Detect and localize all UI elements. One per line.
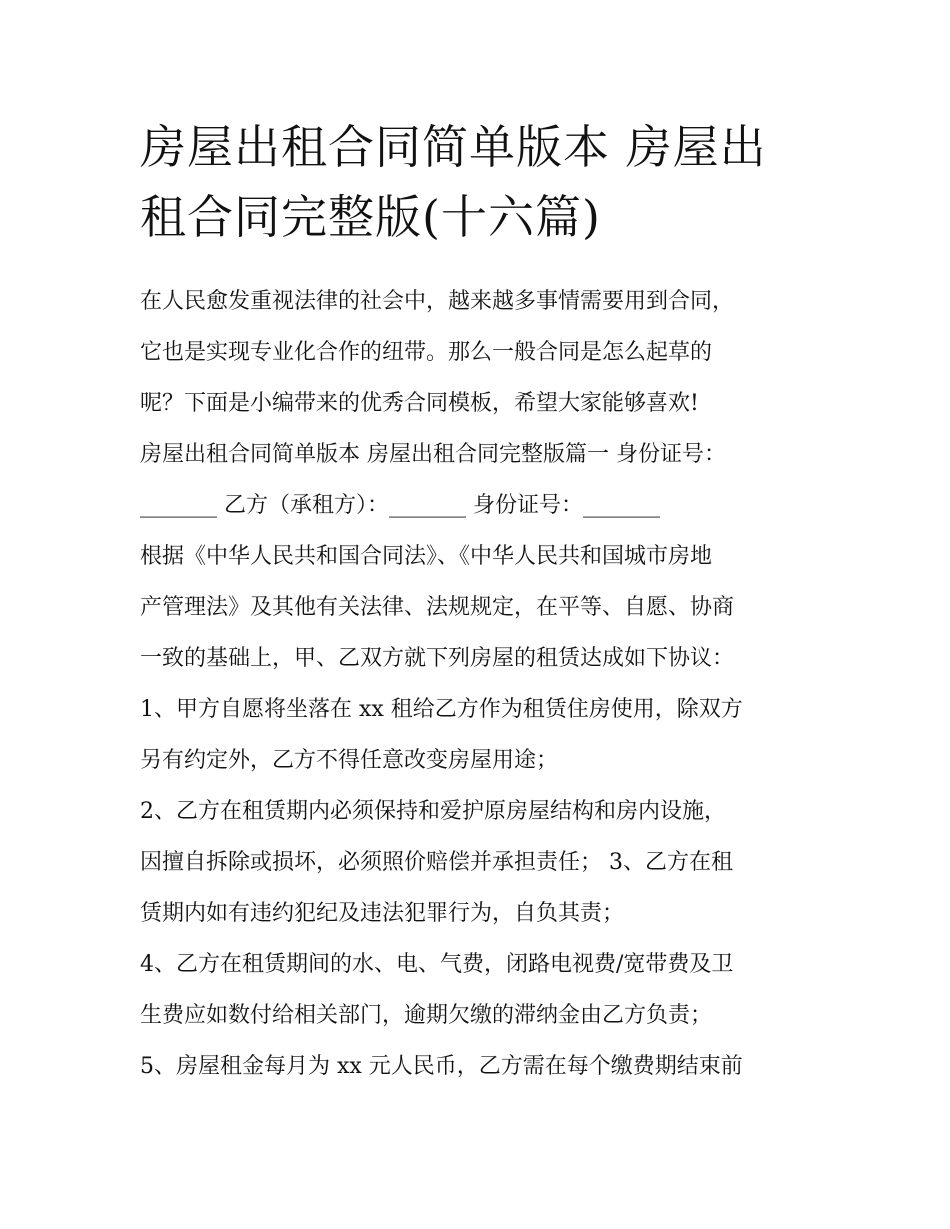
- body-line: 赁期内如有违约犯纪及违法犯罪行为，自负其责；: [140, 901, 625, 926]
- body-line: 房屋出租合同简单版本 房屋出租合同完整版篇一 身份证号：: [140, 442, 726, 467]
- body-line: 2、乙方在租赁期内必须保持和爱护原房屋结构和房内设施，: [140, 799, 726, 824]
- body-line: 5、房屋租金每月为 xx 元人民币，乙方需在每个缴费期结束前: [140, 1054, 743, 1079]
- body-line: 因擅自拆除或损坏，必须照价赔偿并承担责任； 3、乙方在租: [140, 850, 733, 875]
- body-line: 另有约定外，乙方不得任意改变房屋用途；: [140, 748, 559, 773]
- body-line: 4、乙方在租赁期间的水、电、气费，闭路电视费/宽带费及卫: [140, 952, 734, 977]
- body-line: 生费应如数付给相关部门，逾期欠缴的滞纳金由乙方负责；: [140, 1003, 713, 1028]
- title-line: 租合同完整版(十六篇): [140, 190, 601, 244]
- title-line: 房屋出租合同简单版本 房屋出: [140, 120, 767, 174]
- body-line: 呢？下面是小编带来的优秀合同模板，希望大家能够喜欢!: [140, 391, 699, 416]
- body-line: 在人民愈发重视法律的社会中，越来越多事情需要用到合同，: [140, 289, 735, 314]
- body-line: 1、甲方自愿将坐落在 xx 租给乙方作为租赁住房使用，除双方: [140, 697, 743, 722]
- body-line: _______ 乙方（承租方）：_______ 身份证号：_______: [140, 493, 660, 518]
- body-line: 产管理法》及其他有关法律、法规规定，在平等、自愿、协商: [140, 595, 735, 620]
- body-line: 一致的基础上，甲、乙双方就下列房屋的租赁达成如下协议：: [140, 646, 735, 671]
- body-line: 根据《中华人民共和国合同法》、《中华人民共和国城市房地: [140, 544, 713, 569]
- document-title: [140, 112, 820, 252]
- document-body: [140, 276, 820, 1092]
- body-line: 它也是实现专业化合作的纽带。那么一般合同是怎么起草的: [140, 340, 713, 365]
